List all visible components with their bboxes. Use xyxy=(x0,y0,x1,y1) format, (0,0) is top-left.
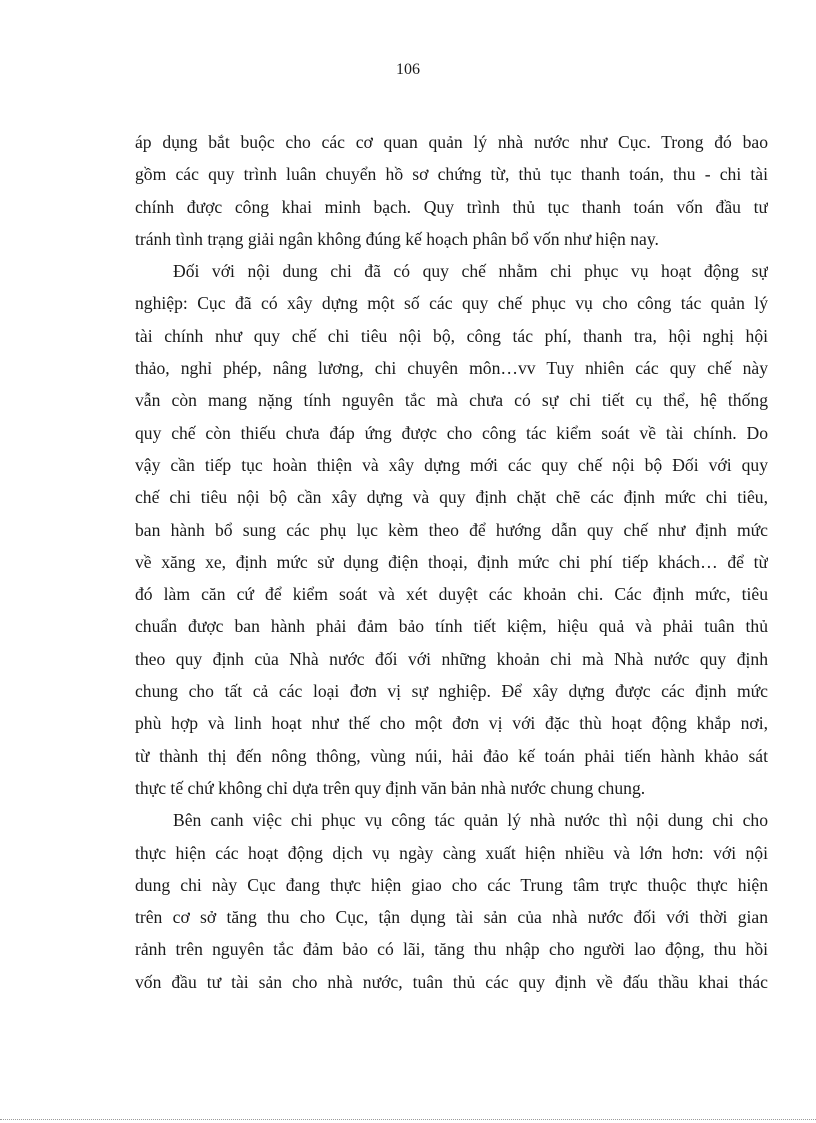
text-line: về xăng xe, định mức sử dụng điện thoại, định mức chi phí tiếp khách… để từ xyxy=(135,551,768,572)
text-line: vẫn còn mang nặng tính nguyên tắc mà chưa có sự chi tiết cụ thể, hệ thống xyxy=(135,390,768,411)
text-line: gồm các quy trình luân chuyển hồ sơ chứng từ, thủ tục thanh toán, thu - chi tài xyxy=(135,164,768,185)
text-line: thực hiện các hoạt động dịch vụ ngày càng xuất hiện nhiều và lớn hơn: với nội xyxy=(135,842,768,863)
text-line: Đối với nội dung chi đã có quy chế nhằm chi phục vụ hoạt động sự xyxy=(173,261,768,282)
text-line: theo quy định của Nhà nước đối với những khoản chi mà Nhà nước quy định xyxy=(135,648,768,669)
text-line: tài chính như quy chế chi tiêu nội bộ, công tác phí, thanh tra, hội nghị hội xyxy=(135,325,768,346)
page-number: 106 xyxy=(396,61,420,78)
text-line: dung chi này Cục đang thực hiện giao cho các Trung tâm trực thuộc thực hiện xyxy=(135,874,768,895)
text-line: Bên canh việc chi phục vụ công tác quản lý nhà nước thì nội dung chi cho xyxy=(173,810,768,831)
text-line: thảo, nghỉ phép, nâng lương, chi chuyên môn…vv Tuy nhiên các quy chế này xyxy=(135,358,768,379)
text-line: vốn đầu tư tài sản cho nhà nước, tuân thủ các quy định về đấu thầu khai thác xyxy=(135,971,768,992)
text-line: thực tế chứ không chỉ dựa trên quy định văn bản nhà nước chung chung. xyxy=(135,777,646,798)
text-line: áp dụng bắt buộc cho các cơ quan quản lý nhà nước như Cục. Trong đó bao xyxy=(135,132,768,152)
text-line: vậy cần tiếp tục hoàn thiện và xây dựng mới các quy chế nội bộ Đối với quy xyxy=(135,454,768,475)
page-bottom-border xyxy=(0,1119,816,1120)
text-line: rảnh trên nguyên tắc đảm bảo có lãi, tăng thu nhập cho người lao động, thu hồi xyxy=(135,939,768,960)
text-line: nghiệp: Cục đã có xây dựng một số các quy chế phục vụ cho công tác quản lý xyxy=(135,293,768,314)
text-line: chính được công khai minh bạch. Quy trình thủ tục thanh toán vốn đầu tư xyxy=(135,196,768,217)
paragraph-2 xyxy=(135,255,768,804)
text-line: đó làm căn cứ để kiểm soát và xét duyệt các khoản chi. Các định mức, tiêu xyxy=(135,584,768,605)
text-line: tránh tình trạng giải ngân không đúng kế hoạch phân bổ vốn như hiện nay. xyxy=(135,228,659,249)
paragraph-1 xyxy=(135,126,768,255)
text-line: phù hợp và linh hoạt như thế cho một đơn vị với đặc thù hoạt động khắp nơi, xyxy=(135,713,768,734)
text-line: chung cho tất cả các loại đơn vị sự nghiệp. Để xây dựng được các định mức xyxy=(135,681,768,702)
text-line: từ thành thị đến nông thông, vùng núi, hải đảo kế toán phải tiến hành khảo sát xyxy=(135,745,768,766)
text-line: trên cơ sở tăng thu cho Cục, tận dụng tài sản của nhà nước đối với thời gian xyxy=(135,907,768,928)
text-line: chuẩn được ban hành phải đảm bảo tính tiết kiệm, hiệu quả và phải tuân thủ xyxy=(135,616,768,637)
text-line: chế chi tiêu nội bộ cần xây dựng và quy định chặt chẽ các định mức chi tiêu, xyxy=(135,487,768,508)
text-line: quy chế còn thiếu chưa đáp ứng được cho công tác kiểm soát về tài chính. Do xyxy=(135,422,768,443)
text-line: ban hành bổ sung các phụ lục kèm theo để hướng dẫn quy chế như định mức xyxy=(135,519,768,540)
body-text xyxy=(135,126,768,998)
paragraph-3 xyxy=(135,804,768,998)
